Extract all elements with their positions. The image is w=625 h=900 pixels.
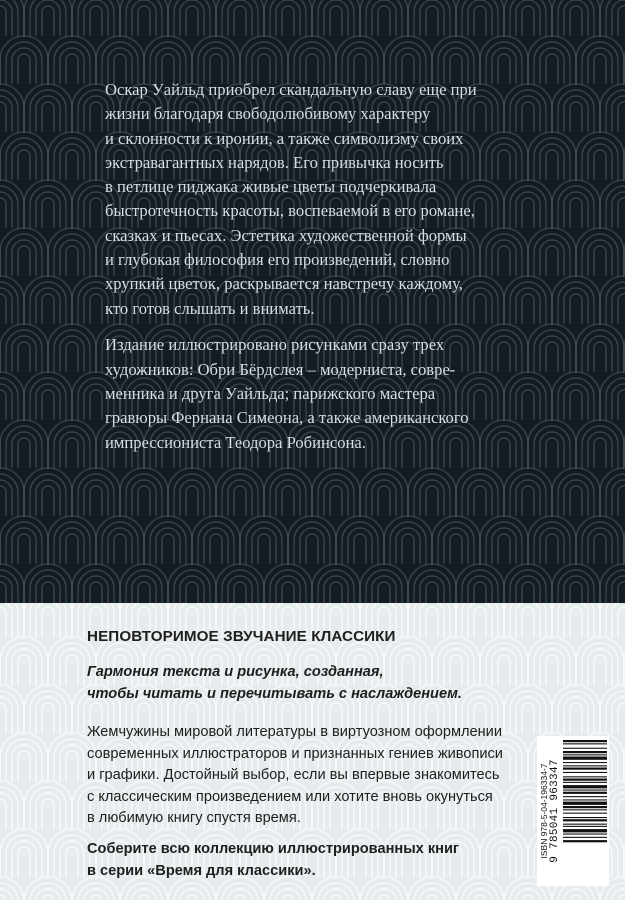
tagline-line: Гармония текста и рисунка, созданная, (87, 664, 384, 680)
description-line: в любимую книгу спустя время. (87, 810, 301, 826)
collection-call-to-action (87, 839, 459, 882)
annotation-line: хрупкий цветок, раскрывается навстречу каждому, (105, 274, 463, 294)
ean-digits: 9 785041 963347 (549, 759, 561, 863)
annotation-line: гравюры Фернана Симеона, а также американского (105, 408, 469, 428)
annotation-paragraph-2 (105, 333, 535, 454)
barcode-bars (561, 736, 609, 886)
annotation-line: сказках и пьесах. Эстетика художественной формы (105, 225, 467, 245)
annotation-line: экстравагантных нарядов. Его привычка носить (105, 152, 444, 172)
series-description (87, 722, 503, 830)
annotation-line: кто готов слышать и внимать. (105, 298, 315, 318)
annotation-line: жизни благодаря свободолюбивому характеру (105, 104, 431, 124)
annotation-line: и глубокая философия его произведений, словно (105, 250, 450, 270)
annotation-line: менника и друга Уайльда; парижского мастера (105, 384, 436, 404)
description-line: современных иллюстраторов и признанных гениев живописи (87, 745, 503, 762)
annotation-line: художников: Обри Бёрдслея – модерниста, совре- (105, 359, 456, 379)
series-info-panel (0, 603, 625, 900)
annotation-line: импрессиониста Теодора Робинсона. (105, 432, 366, 452)
annotation-text (105, 78, 535, 455)
isbn-label: ISBN 978-5-04-196334-7 (539, 763, 549, 859)
description-line: Жемчужины мировой литературы в виртуозном оформлении (87, 724, 502, 740)
annotation-line: Издание иллюстрировано рисунками сразу трех (105, 335, 445, 355)
description-line: и графики. Достойный выбор, если вы впервые знакомитесь (87, 767, 500, 783)
annotation-paragraph-1 (105, 78, 535, 321)
annotation-line: в петлице пиджака живые цветы подчеркивала (105, 177, 437, 197)
isbn-barcode (537, 736, 609, 886)
collection-line: Соберите всю коллекцию иллюстрированных книг (87, 841, 460, 857)
description-line: с классическим произведением или хотите вновь окунуться (87, 788, 493, 805)
series-tagline (87, 662, 462, 705)
annotation-line: Оскар Уайльд приобрел скандальную славу еще при (105, 80, 477, 99)
collection-line: в серии «Время для классики». (87, 862, 316, 879)
annotation-line: и склонности к иронии, а также символизму своих (105, 128, 464, 148)
tagline-line: чтобы читать и перечитывать с наслаждением. (87, 685, 462, 702)
annotation-line: быстротечность красоты, воспеваемой в его романе, (105, 201, 475, 221)
series-heading: НЕПОВТОРИМОЕ ЗВУЧАНИЕ КЛАССИКИ (87, 628, 396, 645)
